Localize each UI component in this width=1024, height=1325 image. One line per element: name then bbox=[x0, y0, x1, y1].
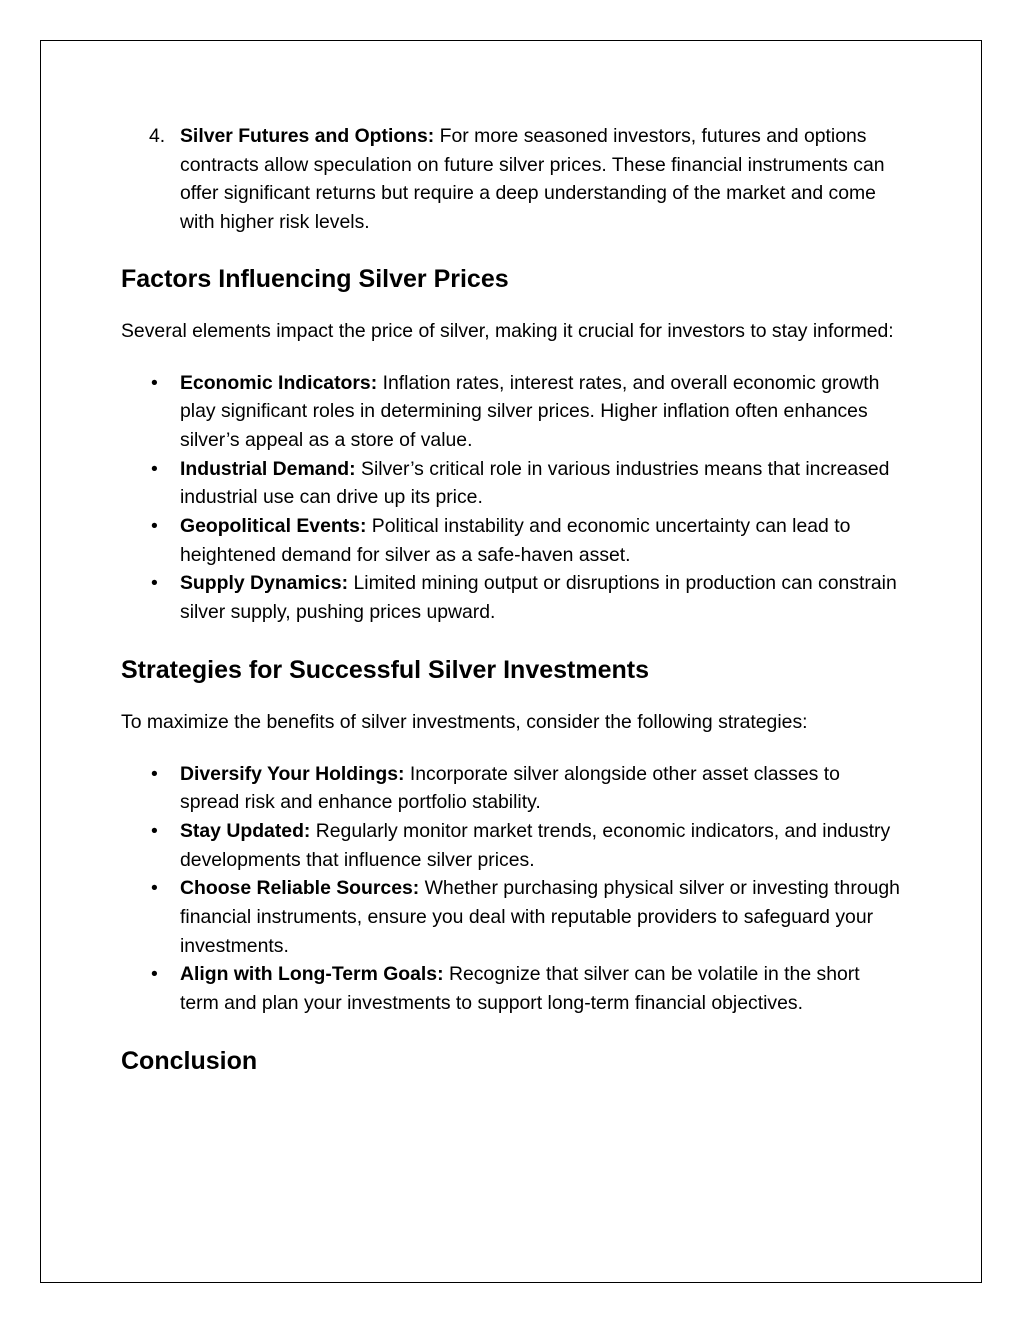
bullet-icon: • bbox=[151, 963, 158, 986]
item-text: Recognize that silver can be volatile in the short term and plan your investments to support long-term financial objectives. bbox=[180, 963, 860, 1015]
item-text: Limited mining output or disruptions in production can constrain silver supply, pushing prices upward. bbox=[180, 572, 897, 624]
item-label: Align with Long-Term Goals: bbox=[180, 963, 444, 986]
item-label: Supply Dynamics: bbox=[180, 572, 349, 595]
list-item bbox=[121, 569, 901, 626]
bullet-icon: • bbox=[151, 762, 158, 785]
section-heading-strategies: Strategies for Successful Silver Investments bbox=[121, 655, 649, 684]
bullet-icon: • bbox=[151, 457, 158, 480]
item-text: Regularly monitor market trends, economic indicators, and industry developments that influence silver prices. bbox=[180, 819, 891, 871]
list-item bbox=[121, 455, 901, 512]
item-label: Economic Indicators: bbox=[180, 371, 378, 394]
list-item bbox=[121, 874, 901, 960]
list-item bbox=[121, 512, 901, 569]
item-label: Stay Updated: bbox=[180, 819, 311, 842]
numbered-list-item bbox=[121, 122, 901, 237]
item-label: Geopolitical Events: bbox=[180, 515, 367, 538]
item-text: Political instability and economic uncertainty can lead to heightened demand for silver as a safe-haven asset. bbox=[180, 515, 851, 566]
document-content bbox=[121, 122, 901, 1077]
bullet-icon: • bbox=[151, 572, 158, 595]
bullet-icon: • bbox=[151, 515, 158, 538]
factors-intro: Several elements impact the price of silver, making it crucial for investors to stay informed: bbox=[121, 319, 894, 342]
strategies-list bbox=[121, 760, 901, 1018]
bullet-icon: • bbox=[151, 819, 158, 842]
item-text: For more seasoned investors, futures and options contracts allow speculation on future silver prices. These financial instruments can offer significant returns but require a deep understanding of the market and come with higher risk levels. bbox=[180, 125, 885, 234]
item-text: Silver’s critical role in various industries means that increased industrial use can drive up its price. bbox=[180, 457, 890, 509]
factors-list bbox=[121, 369, 901, 627]
item-label: Industrial Demand: bbox=[180, 457, 356, 480]
list-item bbox=[121, 960, 901, 1017]
bullet-icon: • bbox=[151, 877, 158, 900]
strategies-intro: To maximize the benefits of silver investments, consider the following strategies: bbox=[121, 710, 808, 733]
list-item bbox=[121, 760, 901, 817]
item-text: Incorporate silver alongside other asset classes to spread risk and enhance portfolio stability. bbox=[180, 762, 840, 814]
item-label: Choose Reliable Sources: bbox=[180, 877, 420, 900]
list-item bbox=[121, 817, 901, 874]
section-heading-factors: Factors Influencing Silver Prices bbox=[121, 264, 509, 293]
item-label: Diversify Your Holdings: bbox=[180, 762, 405, 785]
bullet-icon: • bbox=[151, 371, 158, 394]
list-number: 4. bbox=[149, 125, 166, 147]
item-label: Silver Futures and Options: bbox=[180, 125, 435, 147]
item-text: Inflation rates, interest rates, and overall economic growth play significant roles in determining silver prices. Higher inflation often enhances silver’s appeal as a store of value. bbox=[180, 371, 880, 451]
section-heading-conclusion: Conclusion bbox=[121, 1046, 258, 1075]
item-text: Whether purchasing physical silver or investing through financial instruments, ensure you deal with reputable providers to safeguard your investments. bbox=[180, 877, 900, 957]
list-item bbox=[121, 369, 901, 455]
